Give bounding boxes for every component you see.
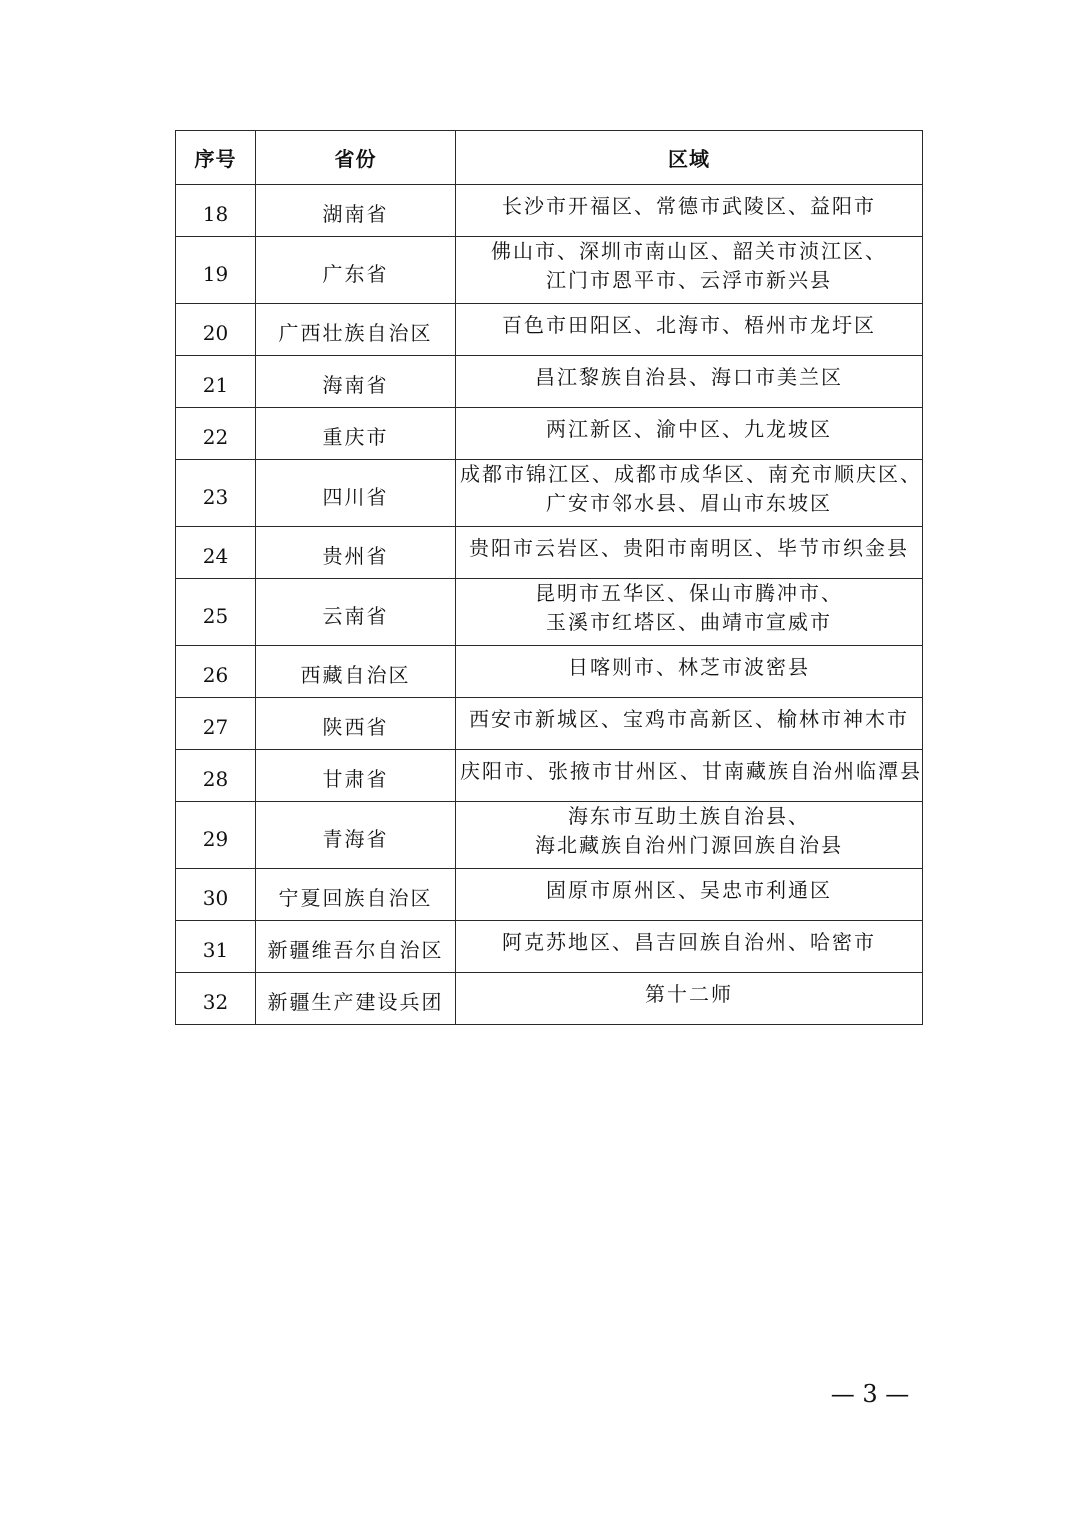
serial-number-cell: 27 xyxy=(176,698,256,750)
table-row xyxy=(176,237,923,304)
serial-number-cell: 32 xyxy=(176,973,256,1025)
region-line: 第十二师 xyxy=(645,982,733,1006)
region-cell xyxy=(456,750,923,802)
serial-number-cell: 18 xyxy=(176,185,256,237)
region-line: 海东市互助土族自治县、 xyxy=(568,804,810,828)
province-cell: 海南省 xyxy=(256,356,456,408)
page-number: — 3 — xyxy=(830,1380,910,1408)
table-row xyxy=(176,698,923,750)
province-cell: 湖南省 xyxy=(256,185,456,237)
province-cell: 宁夏回族自治区 xyxy=(256,869,456,921)
region-cell xyxy=(456,237,923,304)
table-row xyxy=(176,869,923,921)
serial-number-cell: 25 xyxy=(176,579,256,646)
table-row xyxy=(176,646,923,698)
serial-number-cell: 20 xyxy=(176,304,256,356)
region-cell xyxy=(456,579,923,646)
table-row xyxy=(176,973,923,1025)
region-line: 西安市新城区、宝鸡市高新区、榆林市神木市 xyxy=(469,707,909,731)
header-province: 省份 xyxy=(256,131,456,185)
table-row xyxy=(176,460,923,527)
region-cell xyxy=(456,646,923,698)
region-line: 海北藏族自治州门源回族自治县 xyxy=(535,833,843,857)
region-line: 成都市锦江区、成都市成华区、南充市顺庆区、 xyxy=(460,462,922,486)
table-row xyxy=(176,304,923,356)
region-cell xyxy=(456,698,923,750)
table-body xyxy=(176,185,923,1025)
province-cell: 甘肃省 xyxy=(256,750,456,802)
region-line: 贵阳市云岩区、贵阳市南明区、毕节市织金县 xyxy=(469,536,909,560)
table-row xyxy=(176,408,923,460)
table-row xyxy=(176,750,923,802)
region-line: 阿克苏地区、昌吉回族自治州、哈密市 xyxy=(502,930,876,954)
region-cell xyxy=(456,304,923,356)
table-row xyxy=(176,185,923,237)
region-cell xyxy=(456,185,923,237)
region-cell xyxy=(456,408,923,460)
region-cell xyxy=(456,460,923,527)
region-line: 广安市邻水县、眉山市东坡区 xyxy=(546,491,832,515)
region-line: 昌江黎族自治县、海口市美兰区 xyxy=(535,365,843,389)
province-cell: 西藏自治区 xyxy=(256,646,456,698)
province-cell: 云南省 xyxy=(256,579,456,646)
serial-number-cell: 26 xyxy=(176,646,256,698)
region-line: 两江新区、渝中区、九龙坡区 xyxy=(546,417,832,441)
province-cell: 陕西省 xyxy=(256,698,456,750)
province-cell: 四川省 xyxy=(256,460,456,527)
serial-number-cell: 19 xyxy=(176,237,256,304)
table-row xyxy=(176,802,923,869)
region-line: 长沙市开福区、常德市武陵区、益阳市 xyxy=(502,194,876,218)
region-line: 百色市田阳区、北海市、梧州市龙圩区 xyxy=(502,313,876,337)
header-region: 区域 xyxy=(456,131,923,185)
province-cell: 新疆维吾尔自治区 xyxy=(256,921,456,973)
table-row xyxy=(176,921,923,973)
region-table xyxy=(175,130,923,1025)
region-line: 日喀则市、林芝市波密县 xyxy=(568,655,810,679)
region-cell xyxy=(456,869,923,921)
serial-number-cell: 30 xyxy=(176,869,256,921)
region-cell xyxy=(456,973,923,1025)
region-cell xyxy=(456,527,923,579)
region-line: 固原市原州区、吴忠市利通区 xyxy=(546,878,832,902)
province-cell: 青海省 xyxy=(256,802,456,869)
serial-number-cell: 23 xyxy=(176,460,256,527)
region-line: 江门市恩平市、云浮市新兴县 xyxy=(546,268,832,292)
serial-number-cell: 28 xyxy=(176,750,256,802)
province-cell: 广东省 xyxy=(256,237,456,304)
serial-number-cell: 29 xyxy=(176,802,256,869)
table-row xyxy=(176,527,923,579)
serial-number-cell: 24 xyxy=(176,527,256,579)
header-serial-number: 序号 xyxy=(176,131,256,185)
table-row xyxy=(176,579,923,646)
region-line: 玉溪市红塔区、曲靖市宣威市 xyxy=(546,610,832,634)
table-row xyxy=(176,356,923,408)
province-cell: 新疆生产建设兵团 xyxy=(256,973,456,1025)
region-cell xyxy=(456,921,923,973)
serial-number-cell: 21 xyxy=(176,356,256,408)
serial-number-cell: 31 xyxy=(176,921,256,973)
table-header-row xyxy=(176,131,923,185)
region-line: 昆明市五华区、保山市腾冲市、 xyxy=(535,581,843,605)
serial-number-cell: 22 xyxy=(176,408,256,460)
region-cell xyxy=(456,356,923,408)
province-cell: 广西壮族自治区 xyxy=(256,304,456,356)
region-line: 佛山市、深圳市南山区、韶关市浈江区、 xyxy=(491,239,887,263)
province-cell: 重庆市 xyxy=(256,408,456,460)
province-cell: 贵州省 xyxy=(256,527,456,579)
region-cell xyxy=(456,802,923,869)
region-line: 庆阳市、张掖市甘州区、甘南藏族自治州临潭县 xyxy=(460,759,922,783)
